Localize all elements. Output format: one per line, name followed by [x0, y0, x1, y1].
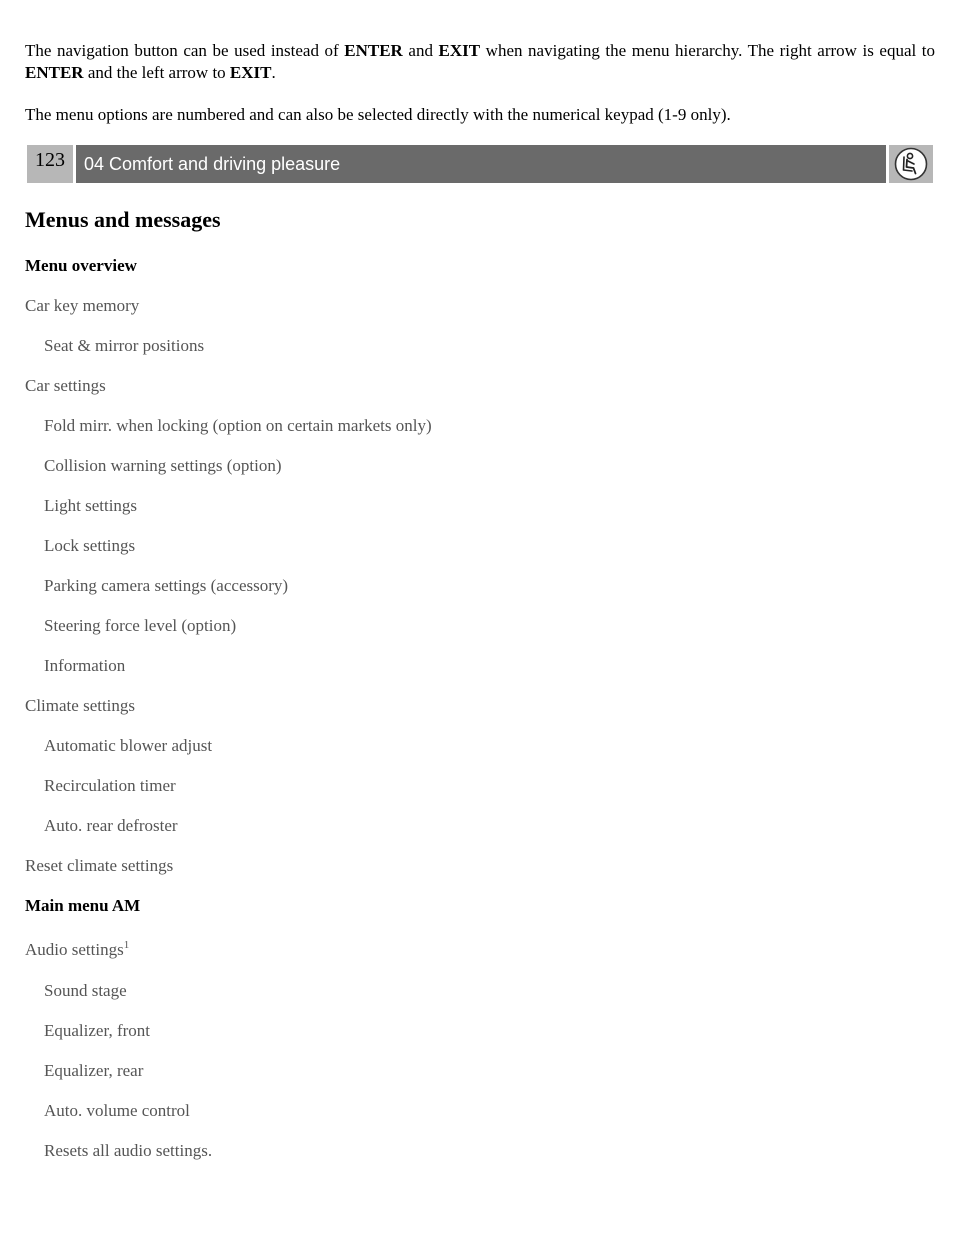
- menu-item-reset-climate: Reset climate settings: [25, 856, 174, 875]
- submenu-item-auto-volume: Auto. volume control: [44, 1101, 190, 1120]
- keyword-enter: ENTER: [25, 63, 84, 82]
- submenu-item-lock-settings: Lock settings: [44, 536, 136, 555]
- submenu-item-information: Information: [44, 656, 126, 675]
- chapter-icon-box: [889, 145, 933, 183]
- keyword-enter: ENTER: [344, 41, 403, 60]
- submenu-item-reset-audio: Resets all audio settings.: [44, 1141, 213, 1160]
- menu-item-climate-settings: Climate settings: [25, 696, 136, 715]
- keyword-exit: EXIT: [438, 41, 481, 60]
- intro-paragraph-navigation: [25, 40, 935, 84]
- intro-text: and the left arrow to: [83, 63, 230, 82]
- chapter-title: 04 Comfort and driving pleasure: [76, 145, 886, 183]
- submenu-item-steering-force: Steering force level (option): [44, 616, 237, 635]
- menu-item-car-key-memory: Car key memory: [25, 296, 140, 315]
- menu-heading-main-menu-am: Main menu AM: [25, 896, 141, 915]
- seat-person-icon: [894, 147, 928, 181]
- submenu-item-rear-defroster: Auto. rear defroster: [44, 816, 178, 835]
- submenu-item-equalizer-rear: Equalizer, rear: [44, 1061, 144, 1080]
- chapter-header-bar: [27, 145, 933, 183]
- page-number: 123: [27, 145, 73, 183]
- page-title: Menus and messages: [25, 207, 221, 232]
- submenu-item-sound-stage: Sound stage: [44, 981, 127, 1000]
- menu-item-car-settings: Car settings: [25, 376, 106, 395]
- submenu-item-blower-adjust: Automatic blower adjust: [44, 736, 213, 755]
- submenu-item-equalizer-front: Equalizer, front: [44, 1021, 150, 1040]
- keyword-exit: EXIT: [229, 63, 272, 82]
- audio-settings-label: Audio settings: [25, 940, 124, 959]
- intro-text: The navigation button can be used instead of: [25, 41, 345, 60]
- submenu-item-collision-warning: Collision warning settings (option): [44, 456, 282, 475]
- submenu-item-recirculation-timer: Recirculation timer: [44, 776, 176, 795]
- submenu-item-fold-mirrors: Fold mirr. when locking (option on certain markets only): [44, 416, 432, 435]
- intro-text: .: [271, 63, 276, 82]
- submenu-item-light-settings: Light settings: [44, 496, 138, 515]
- menu-item-audio-settings: [25, 940, 129, 960]
- intro-text: and: [402, 41, 439, 60]
- submenu-item-parking-camera: Parking camera settings (accessory): [44, 576, 289, 595]
- intro-text: when navigating the menu hierarchy. The right arrow is equal to: [480, 41, 936, 60]
- menu-heading-overview: Menu overview: [25, 256, 137, 275]
- submenu-item-seat-mirror: Seat & mirror positions: [44, 336, 205, 355]
- intro-paragraph-keypad: The menu options are numbered and can also be selected directly with the numerical keypad (1-9 only).: [25, 105, 731, 124]
- footnote-marker: 1: [123, 939, 130, 951]
